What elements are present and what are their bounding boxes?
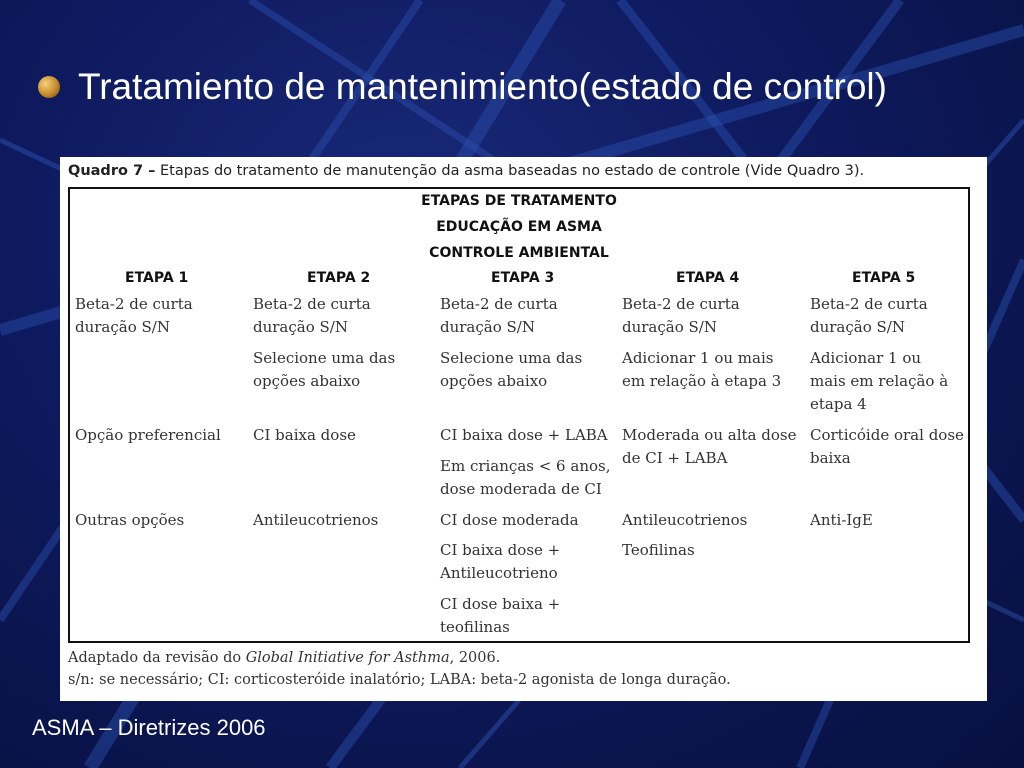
footnote-abbreviations: s/n: se necessário; CI: corticosteróide inalatório; LABA: beta-2 agonista de longa duração.	[68, 672, 731, 688]
header-line-3: CONTROLE AMBIENTAL	[429, 245, 609, 261]
slide-footer: ASMA – Diretrizes 2006	[32, 715, 266, 740]
cell-r4-c5: Anti-IgE	[810, 511, 873, 529]
cell-r4-c4: Antileucotrienos	[622, 511, 748, 529]
cell-r2-c2: Selecione uma das opções abaixo	[253, 349, 396, 390]
cell-r1-c5: Beta-2 de curta duração S/N	[810, 295, 928, 336]
stage-header-1: ETAPA 1	[125, 270, 189, 286]
stage-header-2: ETAPA 2	[307, 270, 371, 286]
stage-header-4: ETAPA 4	[676, 270, 740, 286]
cell-r4-c1: Outras opções	[75, 511, 185, 529]
cell-r3-c4: Moderada ou alta dose de CI + LABA	[622, 426, 797, 467]
cell-r1-c4: Beta-2 de curta duração S/N	[622, 295, 740, 336]
cell-r4-c2: Antileucotrienos	[253, 511, 379, 529]
title-row	[38, 66, 887, 108]
footnote-source	[68, 650, 500, 666]
table-panel	[60, 157, 987, 701]
footnote-suffix: , 2006.	[449, 650, 501, 666]
cell-r3-c3: CI baixa dose + LABA	[440, 426, 608, 444]
treatment-table	[68, 187, 970, 643]
cell-r3-c1: Opção preferencial	[75, 426, 221, 444]
cell-r2-c5: Adicionar 1 ou mais em relação à etapa 4	[810, 349, 949, 413]
cell-r1-c1: Beta-2 de curta duração S/N	[75, 295, 193, 336]
cell-r5-c3: CI baixa dose + Antileucotrieno	[440, 541, 561, 582]
cell-r3-c2: CI baixa dose	[253, 426, 356, 444]
caption-label: Quadro 7 –	[68, 163, 156, 179]
header-line-2: EDUCAÇÃO EM ASMA	[436, 219, 602, 235]
footnote-source-title: Global Initiative for Asthma	[245, 650, 450, 666]
header-line-1: ETAPAS DE TRATAMENTO	[421, 193, 617, 209]
slide-title: Tratamiento de mantenimiento(estado de control)	[78, 66, 887, 107]
cell-r6-c3: CI dose baixa + teofilinas	[440, 595, 561, 636]
cell-r2-c4: Adicionar 1 ou mais em relação à etapa 3	[622, 349, 782, 390]
cell-r1-c2: Beta-2 de curta duração S/N	[253, 295, 371, 336]
stage-header-5: ETAPA 5	[852, 270, 916, 286]
cell-r3-c5: Corticóide oral dose baixa	[810, 426, 964, 467]
cell-r5-c4: Teofilinas	[622, 541, 695, 559]
stage-header-3: ETAPA 3	[491, 270, 555, 286]
cell-r3b-c3: Em crianças < 6 anos, dose moderada de CI	[440, 457, 611, 498]
table-caption	[68, 163, 864, 179]
cell-r4-c3: CI dose moderada	[440, 511, 579, 529]
footnote-prefix: Adaptado da revisão do	[68, 650, 246, 666]
cell-r1-c3: Beta-2 de curta duração S/N	[440, 295, 558, 336]
caption-text: Etapas do tratamento de manutenção da asma baseadas no estado de controle (Vide Quadro 3).	[159, 163, 865, 179]
cell-r2-c3: Selecione uma das opções abaixo	[440, 349, 583, 390]
bullet-icon	[38, 76, 60, 98]
